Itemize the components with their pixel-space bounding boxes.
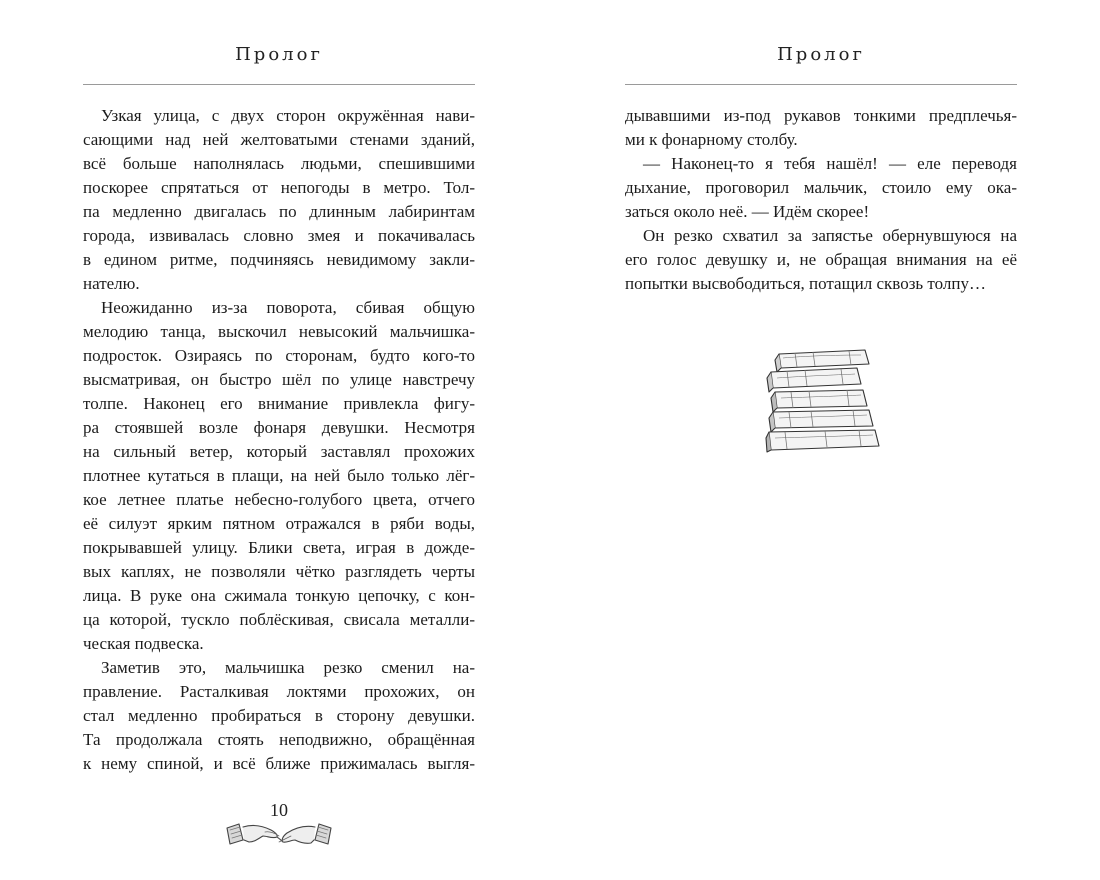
text-line: дыхание, проговорил мальчик, стоило ему ока- — [625, 178, 1017, 197]
text-line: мелодию танца, выскочил невысокий мальчишка- — [83, 322, 475, 341]
text-line: в едином ритме, подчиняясь невидимому закли- — [83, 250, 475, 269]
running-head: Пролог — [777, 44, 865, 65]
text-line: нателю. — [83, 274, 140, 293]
right-page — [625, 0, 1017, 880]
text-line: вых каплях, не позволяли чётко разглядеть черты — [83, 562, 475, 581]
text-line: па медленно двигалась по длинным лабиринтам — [83, 202, 475, 221]
text-line: ческая подвеска. — [83, 634, 204, 653]
text-line: Узкая улица, с двух сторон окружённая нави- — [101, 106, 475, 125]
text-line: к нему спиной, и всё ближе прижималась выгля- — [83, 754, 475, 773]
text-line: на сильный ветер, который заставлял прохожих — [83, 442, 475, 461]
text-line: правление. Расталкивая локтями прохожих, он — [83, 682, 475, 701]
text-line: ра стоявшей возле фонаря девушки. Несмотря — [83, 418, 475, 437]
text-line: плотнее кутаться в плащи, на ней было только лёг- — [83, 466, 475, 485]
text-line: лица. В руке она сжимала тонкую цепочку, с кон- — [83, 586, 475, 605]
text-line: Он резко схватил за запястье обернувшуюся на — [643, 226, 1017, 245]
text-line: города, извивалась словно змея и покачивалась — [83, 226, 475, 245]
text-line: подросток. Озираясь по сторонам, будто кого-то — [83, 346, 475, 365]
text-line: заться около неё. — Идём скорее! — [625, 202, 870, 221]
header-rule — [625, 84, 1017, 85]
running-head: Пролог — [235, 44, 323, 65]
text-line: кое летнее платье небесно-голубого цвета, отчего — [83, 490, 475, 509]
text-line: Неожиданно из-за поворота, сбивая общую — [101, 298, 475, 317]
body-text — [83, 104, 475, 776]
text-line: ца которой, тускло поблёскивая, свисала металли- — [83, 610, 475, 629]
text-line: его голос девушку и, не обращая внимания на её — [625, 250, 1017, 269]
text-line: покрывавшей улицу. Блики света, играя в дожде- — [83, 538, 475, 557]
text-line: ми к фонарному столбу. — [625, 130, 798, 149]
text-line: поскорее спрятаться от непогоды в метро. Тол- — [83, 178, 475, 197]
left-page — [83, 0, 475, 880]
text-line: попытки высвободиться, потащил сквозь толпу… — [625, 274, 986, 293]
text-line: дывавшими из-под рукавов тонкими предплечья- — [625, 106, 1017, 125]
text-line: сающими над ней желтоватыми стенами зданий, — [83, 130, 475, 149]
stacked-books-icon — [765, 346, 883, 454]
text-line: толпе. Наконец его внимание привлекла фигу- — [83, 394, 475, 413]
text-line: стал медленно пробираться в сторону девушки. — [83, 706, 475, 725]
text-line: её силуэт ярким пятном отражался в ряби воды, — [83, 514, 475, 533]
text-line: всё больше наполнялась людьми, спешившими — [83, 154, 475, 173]
clasped-hands-icon — [225, 818, 333, 852]
body-text — [625, 104, 1017, 296]
text-line: Заметив это, мальчишка резко сменил на- — [101, 658, 475, 677]
text-line: высматривая, он быстро шёл по улице навстречу — [83, 370, 475, 389]
text-line: — Наконец-то я тебя нашёл! — еле переводя — [643, 154, 1017, 173]
page-number: 10 — [270, 800, 288, 820]
text-line: Та продолжала стоять неподвижно, обращённая — [83, 730, 475, 749]
header-rule — [83, 84, 475, 85]
